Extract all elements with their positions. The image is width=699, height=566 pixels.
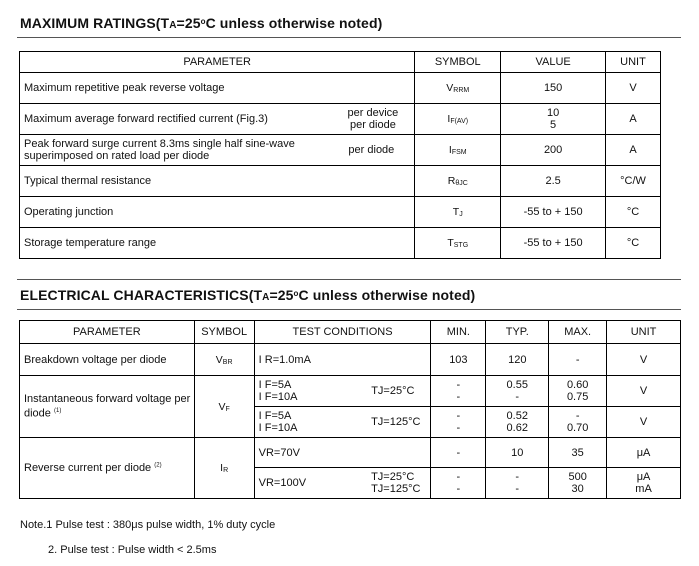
- typ-cell: 0.55 -: [486, 376, 549, 407]
- header-symbol: SYMBOL: [194, 321, 254, 344]
- header-symbol: SYMBOL: [415, 52, 501, 73]
- max-cell: 500 30: [549, 468, 607, 499]
- value-cell: -55 to + 150: [501, 197, 606, 228]
- unit-cell: V: [607, 344, 681, 376]
- typ-cell: 120: [486, 344, 549, 376]
- param-cell: Storage temperature range: [20, 228, 415, 259]
- unit-cell: °C: [606, 228, 661, 259]
- table-row: [20, 228, 661, 259]
- header-value: VALUE: [501, 52, 606, 73]
- header-unit: UNIT: [607, 321, 681, 344]
- elec-header-row: [20, 321, 681, 344]
- symbol-cell: $I_{F(AV)}$: [415, 104, 501, 135]
- elec-char-rule: [17, 309, 681, 310]
- value-cell: 2.5: [501, 166, 606, 197]
- table-row: [20, 197, 661, 228]
- header-unit: UNIT: [606, 52, 661, 73]
- param-cell: Breakdown voltage per diode: [20, 344, 195, 376]
- typ-cell: - -: [486, 468, 549, 499]
- typ-cell: 10: [486, 438, 549, 468]
- unit-cell: °C/W: [606, 166, 661, 197]
- note-1: Note.1 Pulse test : 380μs pulse width, 1% duty cycle: [20, 519, 276, 531]
- unit-cell: V: [607, 407, 681, 438]
- param-cell: Operating junction: [20, 197, 415, 228]
- table-row: [20, 135, 661, 166]
- unit-cell: V: [606, 73, 661, 104]
- symbol-cell: $I_R$: [194, 438, 254, 499]
- max-ratings-table: [19, 51, 661, 259]
- unit-cell: °C: [606, 197, 661, 228]
- section-divider: [17, 279, 681, 280]
- min-cell: - -: [431, 376, 486, 407]
- symbol-cell: $R_{\theta JC}$: [415, 166, 501, 197]
- condition-cell: VR=70V: [254, 438, 431, 468]
- header-min: MIN.: [431, 321, 486, 344]
- min-cell: -: [431, 438, 486, 468]
- max-cell: -: [549, 344, 607, 376]
- value-cell: 150: [501, 73, 606, 104]
- elec-char-table: [19, 320, 681, 499]
- condition-cell: I F=5A I F=10A TJ=25°C: [254, 376, 431, 407]
- table-row: [20, 376, 681, 407]
- table-row: [20, 344, 681, 376]
- symbol-cell: $I_{FSM}$: [415, 135, 501, 166]
- header-typ: TYP.: [486, 321, 549, 344]
- param-cell: Reverse current per diode $^{(2)}$: [20, 438, 195, 499]
- table-row: [20, 104, 661, 135]
- note-2: 2. Pulse test : Pulse width < 2.5ms: [48, 544, 217, 556]
- param-cell: Maximum repetitive peak reverse voltage: [20, 73, 415, 104]
- param-cell: Typical thermal resistance: [20, 166, 415, 197]
- param-cell: Instantaneous forward voltage per diode $^{(1)}$: [20, 376, 195, 438]
- symbol-cell: $V_{BR}$: [194, 344, 254, 376]
- symbol-cell: $V_F$: [194, 376, 254, 438]
- symbol-cell: $V_{RRM}$: [415, 73, 501, 104]
- condition-cell: I R=1.0mA: [254, 344, 431, 376]
- max-cell: 35: [549, 438, 607, 468]
- table-row: [20, 73, 661, 104]
- max-cell: - 0.70: [549, 407, 607, 438]
- unit-cell: V: [607, 376, 681, 407]
- header-parameter: PARAMETER: [20, 321, 195, 344]
- table-row: [20, 166, 661, 197]
- max-header-row: [20, 52, 661, 73]
- unit-cell: μA mA: [607, 468, 681, 499]
- symbol-cell: $T_{STG}$: [415, 228, 501, 259]
- header-max: MAX.: [549, 321, 607, 344]
- typ-cell: 0.52 0.62: [486, 407, 549, 438]
- min-cell: - -: [431, 407, 486, 438]
- header-parameter: PARAMETER: [20, 52, 415, 73]
- elec-char-title: ELECTRICAL $CHARACTERISTICS(TA=25^oC$ unless otherwise noted): [20, 287, 476, 303]
- value-cell: 10 5: [501, 104, 606, 135]
- unit-cell: A: [606, 135, 661, 166]
- min-cell: - -: [431, 468, 486, 499]
- max-ratings-title: MAXIMUM $RATINGS(TA=25^oC$ unless otherwise noted): [20, 15, 383, 31]
- unit-cell: μA: [607, 438, 681, 468]
- symbol-cell: $T_J$: [415, 197, 501, 228]
- header-test-conditions: TEST CONDITIONS: [254, 321, 431, 344]
- param-cell: Maximum average forward rectified current (Fig.3) per device per diode: [20, 104, 415, 135]
- condition-cell: I F=5A I F=10A TJ=125°C: [254, 407, 431, 438]
- max-cell: 0.60 0.75: [549, 376, 607, 407]
- condition-cell: VR=100V TJ=25°C TJ=125°C: [254, 468, 431, 499]
- value-cell: -55 to + 150: [501, 228, 606, 259]
- value-cell: 200: [501, 135, 606, 166]
- param-cell: Peak forward surge current 8.3ms single half sine-wave superimposed on rated load per diode per diode: [20, 135, 415, 166]
- table-row: [20, 438, 681, 468]
- min-cell: 103: [431, 344, 486, 376]
- max-ratings-rule: [17, 37, 681, 38]
- unit-cell: A: [606, 104, 661, 135]
